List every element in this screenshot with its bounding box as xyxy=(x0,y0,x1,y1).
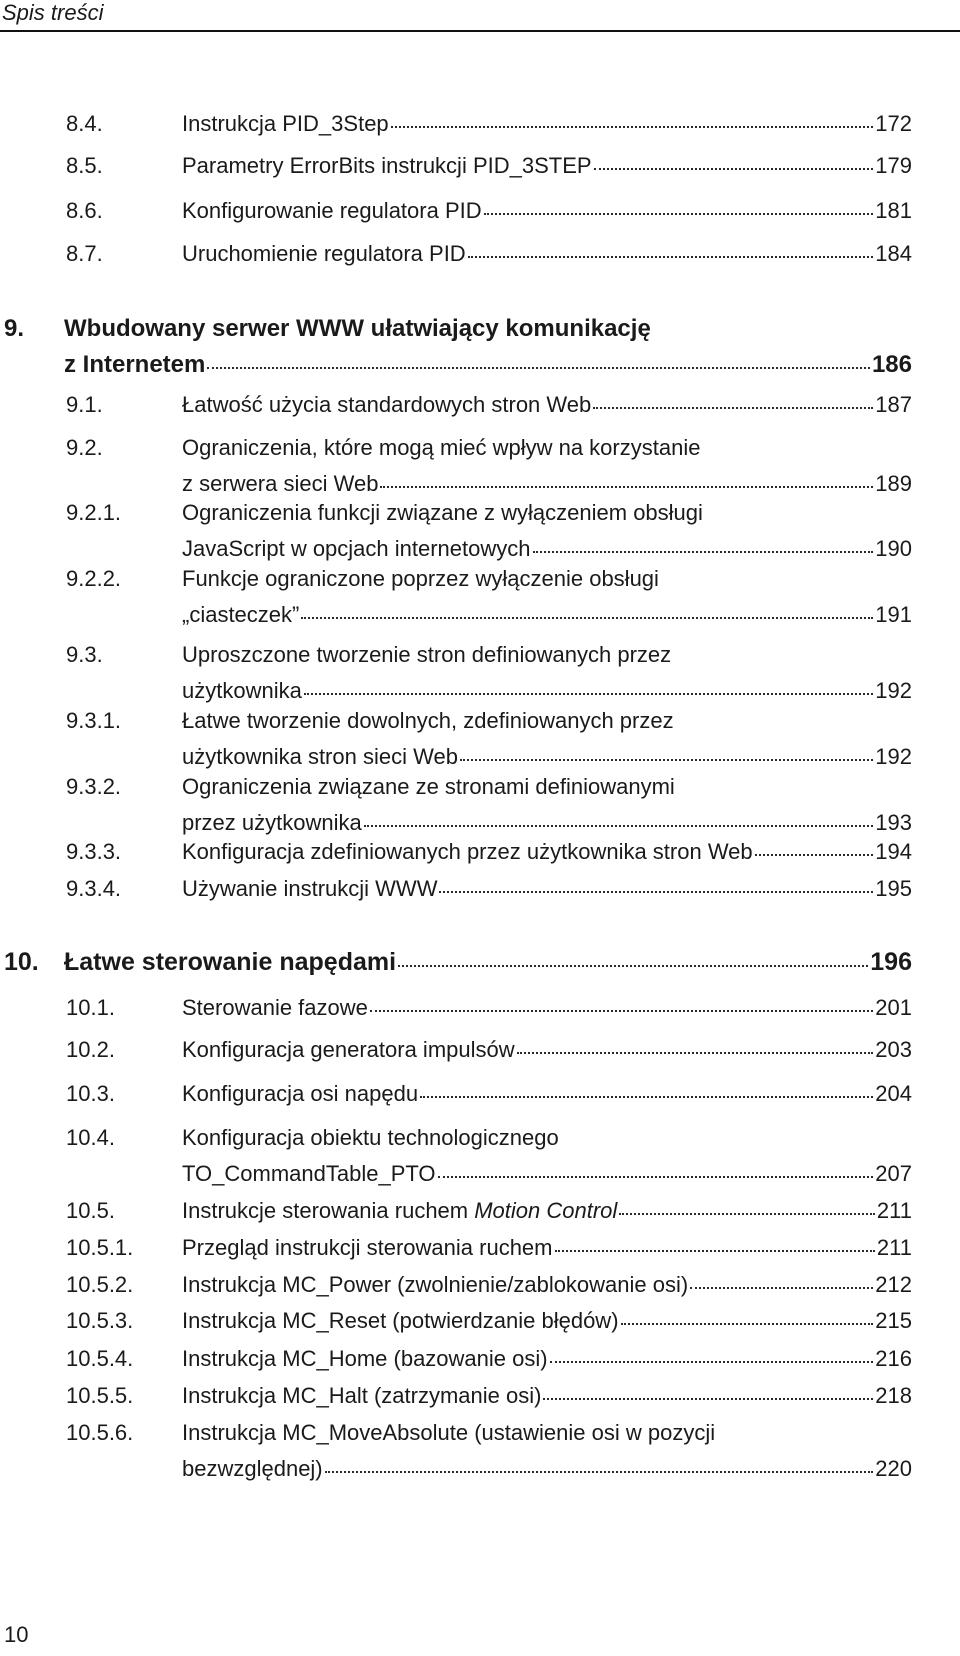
toc-entry-title: z Internetem xyxy=(64,351,206,378)
toc-entry-line xyxy=(182,871,912,907)
toc-entry-line xyxy=(182,1076,912,1112)
toc-entry-number: 9.2. xyxy=(66,435,103,460)
toc-entry-title: TO_CommandTable_PTO xyxy=(182,1161,436,1186)
toc-entry-page: 179 xyxy=(875,153,912,178)
dot-leader xyxy=(690,1287,873,1289)
toc-entry-title: Łatwość użycia standardowych stron Web xyxy=(182,392,592,417)
toc-entry-page: 190 xyxy=(875,536,912,561)
dot-leader xyxy=(439,891,873,893)
dot-leader xyxy=(370,1010,873,1012)
toc-entry-line xyxy=(182,106,912,142)
toc-entry-page: 189 xyxy=(875,471,912,496)
toc-entry-number: 9.3.2. xyxy=(66,774,122,799)
toc-entry-line xyxy=(182,1303,912,1339)
toc-entry-line xyxy=(182,387,912,423)
toc-entry-number: 8.5. xyxy=(66,153,103,178)
toc-entry-number: 9. xyxy=(4,315,25,342)
toc-entry-line xyxy=(182,193,912,229)
toc-entry-line xyxy=(182,769,912,805)
toc-entry-title: przez użytkownika xyxy=(182,810,362,835)
toc-entry-number: 10.2. xyxy=(66,1037,115,1062)
toc-entry-number: 10.3. xyxy=(66,1081,115,1106)
toc-entry-page: 204 xyxy=(875,1081,912,1106)
toc-entry-line xyxy=(182,1032,912,1068)
toc-entry-page: 187 xyxy=(875,392,912,417)
toc-entry-page: 193 xyxy=(875,810,912,835)
dot-leader xyxy=(533,551,874,553)
dot-leader xyxy=(364,825,874,827)
toc-entry-line xyxy=(182,1451,912,1487)
toc-entry-title: Instrukcja MC_Power (zwolnienie/zablokowanie osi) xyxy=(182,1272,689,1297)
toc-entry-page: 211 xyxy=(876,1235,912,1260)
toc-entry-title: JavaScript w opcjach internetowych xyxy=(182,536,531,561)
toc-entry-number: 10.5.6. xyxy=(66,1420,134,1445)
toc-entry-title: Wbudowany serwer WWW ułatwiający komunikację xyxy=(64,315,651,342)
toc-entry-title: Instrukcje sterowania ruchem Motion Control xyxy=(182,1198,618,1223)
dot-leader xyxy=(207,367,870,369)
toc-entry-line xyxy=(182,1193,912,1229)
toc-entry-title: Instrukcja MC_Home (bazowanie osi) xyxy=(182,1346,548,1371)
header-title: Spis treści xyxy=(2,0,104,25)
dot-leader xyxy=(755,854,874,856)
toc-entry-page: 172 xyxy=(875,111,912,136)
toc-entry-number: 10.4. xyxy=(66,1125,115,1150)
toc-entry-title: Konfiguracja obiektu technologicznego xyxy=(182,1125,559,1150)
toc-entry-number: 10.1. xyxy=(66,995,115,1020)
dot-leader xyxy=(484,213,874,215)
toc-entry-line xyxy=(182,495,912,531)
toc-entry-number: 10.5.5. xyxy=(66,1383,134,1408)
toc-entry-title: Konfiguracja osi napędu xyxy=(182,1081,419,1106)
dot-leader xyxy=(594,168,874,170)
toc-entry-title: Łatwe sterowanie napędami xyxy=(64,948,397,976)
toc-entry-page: 181 xyxy=(875,198,912,223)
toc-entry-title: Instrukcja MC_Halt (zatrzymanie osi) xyxy=(182,1383,542,1408)
toc-entry-title: użytkownika stron sieci Web xyxy=(182,744,458,769)
toc-entry-title: Konfiguracja zdefiniowanych przez użytkownika stron Web xyxy=(182,839,753,864)
toc-entry-title: Ograniczenia funkcji związane z wyłączeniem obsługi xyxy=(182,500,703,525)
toc-entry-page: 218 xyxy=(875,1383,912,1408)
toc-entry-line xyxy=(182,597,912,633)
toc-entry-page: 220 xyxy=(875,1456,912,1481)
toc-entry-title: Konfiguracja generatora impulsów xyxy=(182,1037,515,1062)
dot-leader xyxy=(621,1323,874,1325)
toc-entry-number: 9.3.1. xyxy=(66,708,122,733)
dot-leader xyxy=(438,1176,874,1178)
toc-entry-title: Konfigurowanie regulatora PID xyxy=(182,198,482,223)
toc-entry-title-emphasis: Motion Control xyxy=(474,1198,618,1223)
toc-entry-page: 184 xyxy=(875,241,912,266)
toc-entry-number: 10.5.2. xyxy=(66,1272,134,1297)
toc-entry-title: Ograniczenia, które mogą mieć wpływ na korzystanie xyxy=(182,435,701,460)
toc-entry-line xyxy=(182,703,912,739)
dot-leader xyxy=(619,1213,875,1215)
toc-entry-page: 207 xyxy=(875,1161,912,1186)
toc-entry-title: Funkcje ograniczone poprzez wyłączenie obsługi xyxy=(182,566,659,591)
toc-entry-line xyxy=(182,1341,912,1377)
toc-entry-title: Sterowanie fazowe xyxy=(182,995,368,1020)
dot-leader xyxy=(304,693,873,695)
toc-entry-title: Parametry ErrorBits instrukcji PID_3STEP xyxy=(182,153,592,178)
toc-entry-page: 186 xyxy=(871,351,912,378)
toc-entry-page: 201 xyxy=(875,995,912,1020)
toc-entry-title: Uruchomienie regulatora PID xyxy=(182,241,466,266)
page-number: 10 xyxy=(4,1622,29,1647)
toc-entry-title: Przegląd instrukcji sterowania ruchem xyxy=(182,1235,553,1260)
toc-entry-line xyxy=(64,944,912,980)
toc-entry-page: 212 xyxy=(875,1272,912,1297)
dot-leader xyxy=(543,1398,873,1400)
toc-entry-number: 9.2.2. xyxy=(66,566,122,591)
dot-leader xyxy=(550,1361,874,1363)
toc-entry-line xyxy=(182,430,912,466)
toc-entry-number: 9.3.3. xyxy=(66,839,122,864)
toc-entry-number: 9.2.1. xyxy=(66,500,122,525)
toc-entry-title: Używanie instrukcji WWW xyxy=(182,876,438,901)
toc-entry-line xyxy=(182,148,912,184)
toc-entry-number: 10.5.4. xyxy=(66,1346,134,1371)
toc-entry-line xyxy=(182,236,912,272)
dot-leader xyxy=(325,1471,874,1473)
toc-entry-page: 192 xyxy=(875,678,912,703)
toc-entry-page: 216 xyxy=(875,1346,912,1371)
toc-entry-line xyxy=(182,637,912,673)
toc-entry-number: 10.5.3. xyxy=(66,1308,134,1333)
toc-entry-title: z serwera sieci Web xyxy=(182,471,379,496)
toc-entry-line xyxy=(182,990,912,1026)
toc-entry-line xyxy=(64,311,912,347)
toc-entry-page: 195 xyxy=(875,876,912,901)
dot-leader xyxy=(460,759,873,761)
toc-entry-title: użytkownika xyxy=(182,678,302,703)
toc-entry-line xyxy=(64,347,912,383)
dot-leader xyxy=(593,407,873,409)
toc-entry-number: 9.3. xyxy=(66,642,103,667)
toc-entry-line xyxy=(182,561,912,597)
toc-entry-page: 211 xyxy=(876,1198,912,1223)
toc-entry-page: 194 xyxy=(875,839,912,864)
toc-entry-title: Łatwe tworzenie dowolnych, zdefiniowanych przez xyxy=(182,708,674,733)
toc-entry-page: 196 xyxy=(870,948,912,976)
toc-entry-title: Instrukcja MC_MoveAbsolute (ustawienie osi w pozycji xyxy=(182,1420,716,1445)
toc-entry-page: 215 xyxy=(875,1308,912,1333)
toc-entry-title: Ograniczenia związane ze stronami definiowanymi xyxy=(182,774,675,799)
toc-entry-number: 10. xyxy=(4,948,39,976)
toc-entry-page: 203 xyxy=(875,1037,912,1062)
toc-entry-line xyxy=(182,834,912,870)
dot-leader xyxy=(517,1052,874,1054)
dot-leader xyxy=(468,256,874,258)
toc-entry-title: Instrukcja MC_Reset (potwierdzanie błędów) xyxy=(182,1308,619,1333)
toc-entry-line xyxy=(182,1267,912,1303)
toc-entry-title: „ciasteczek” xyxy=(182,602,300,627)
dot-leader xyxy=(380,486,873,488)
dot-leader xyxy=(398,965,868,967)
dot-leader xyxy=(555,1250,875,1252)
toc-entry-number: 10.5.1. xyxy=(66,1235,134,1260)
toc-entry-title: Uproszczone tworzenie stron definiowanych przez xyxy=(182,642,672,667)
toc-entry-page: 192 xyxy=(875,744,912,769)
toc-entry-number: 9.3.4. xyxy=(66,876,122,901)
dot-leader xyxy=(301,617,873,619)
dot-leader xyxy=(420,1096,873,1098)
toc-entry-page: 191 xyxy=(875,602,912,627)
toc-entry-line xyxy=(182,1230,912,1266)
toc-entry-line xyxy=(182,1378,912,1414)
toc-entry-title: Instrukcja PID_3Step xyxy=(182,111,389,136)
toc-entry-line xyxy=(182,1415,912,1451)
dot-leader xyxy=(391,126,874,128)
toc-entry-number: 10.5. xyxy=(66,1198,115,1223)
toc-entry-number: 8.7. xyxy=(66,241,103,266)
toc-entry-number: 9.1. xyxy=(66,392,103,417)
toc-entry-title: bezwzględnej) xyxy=(182,1456,323,1481)
toc-entry-line xyxy=(182,1120,912,1156)
toc-entry-number: 8.4. xyxy=(66,111,103,136)
toc-entry-number: 8.6. xyxy=(66,198,103,223)
toc-entry-line xyxy=(182,1156,912,1192)
